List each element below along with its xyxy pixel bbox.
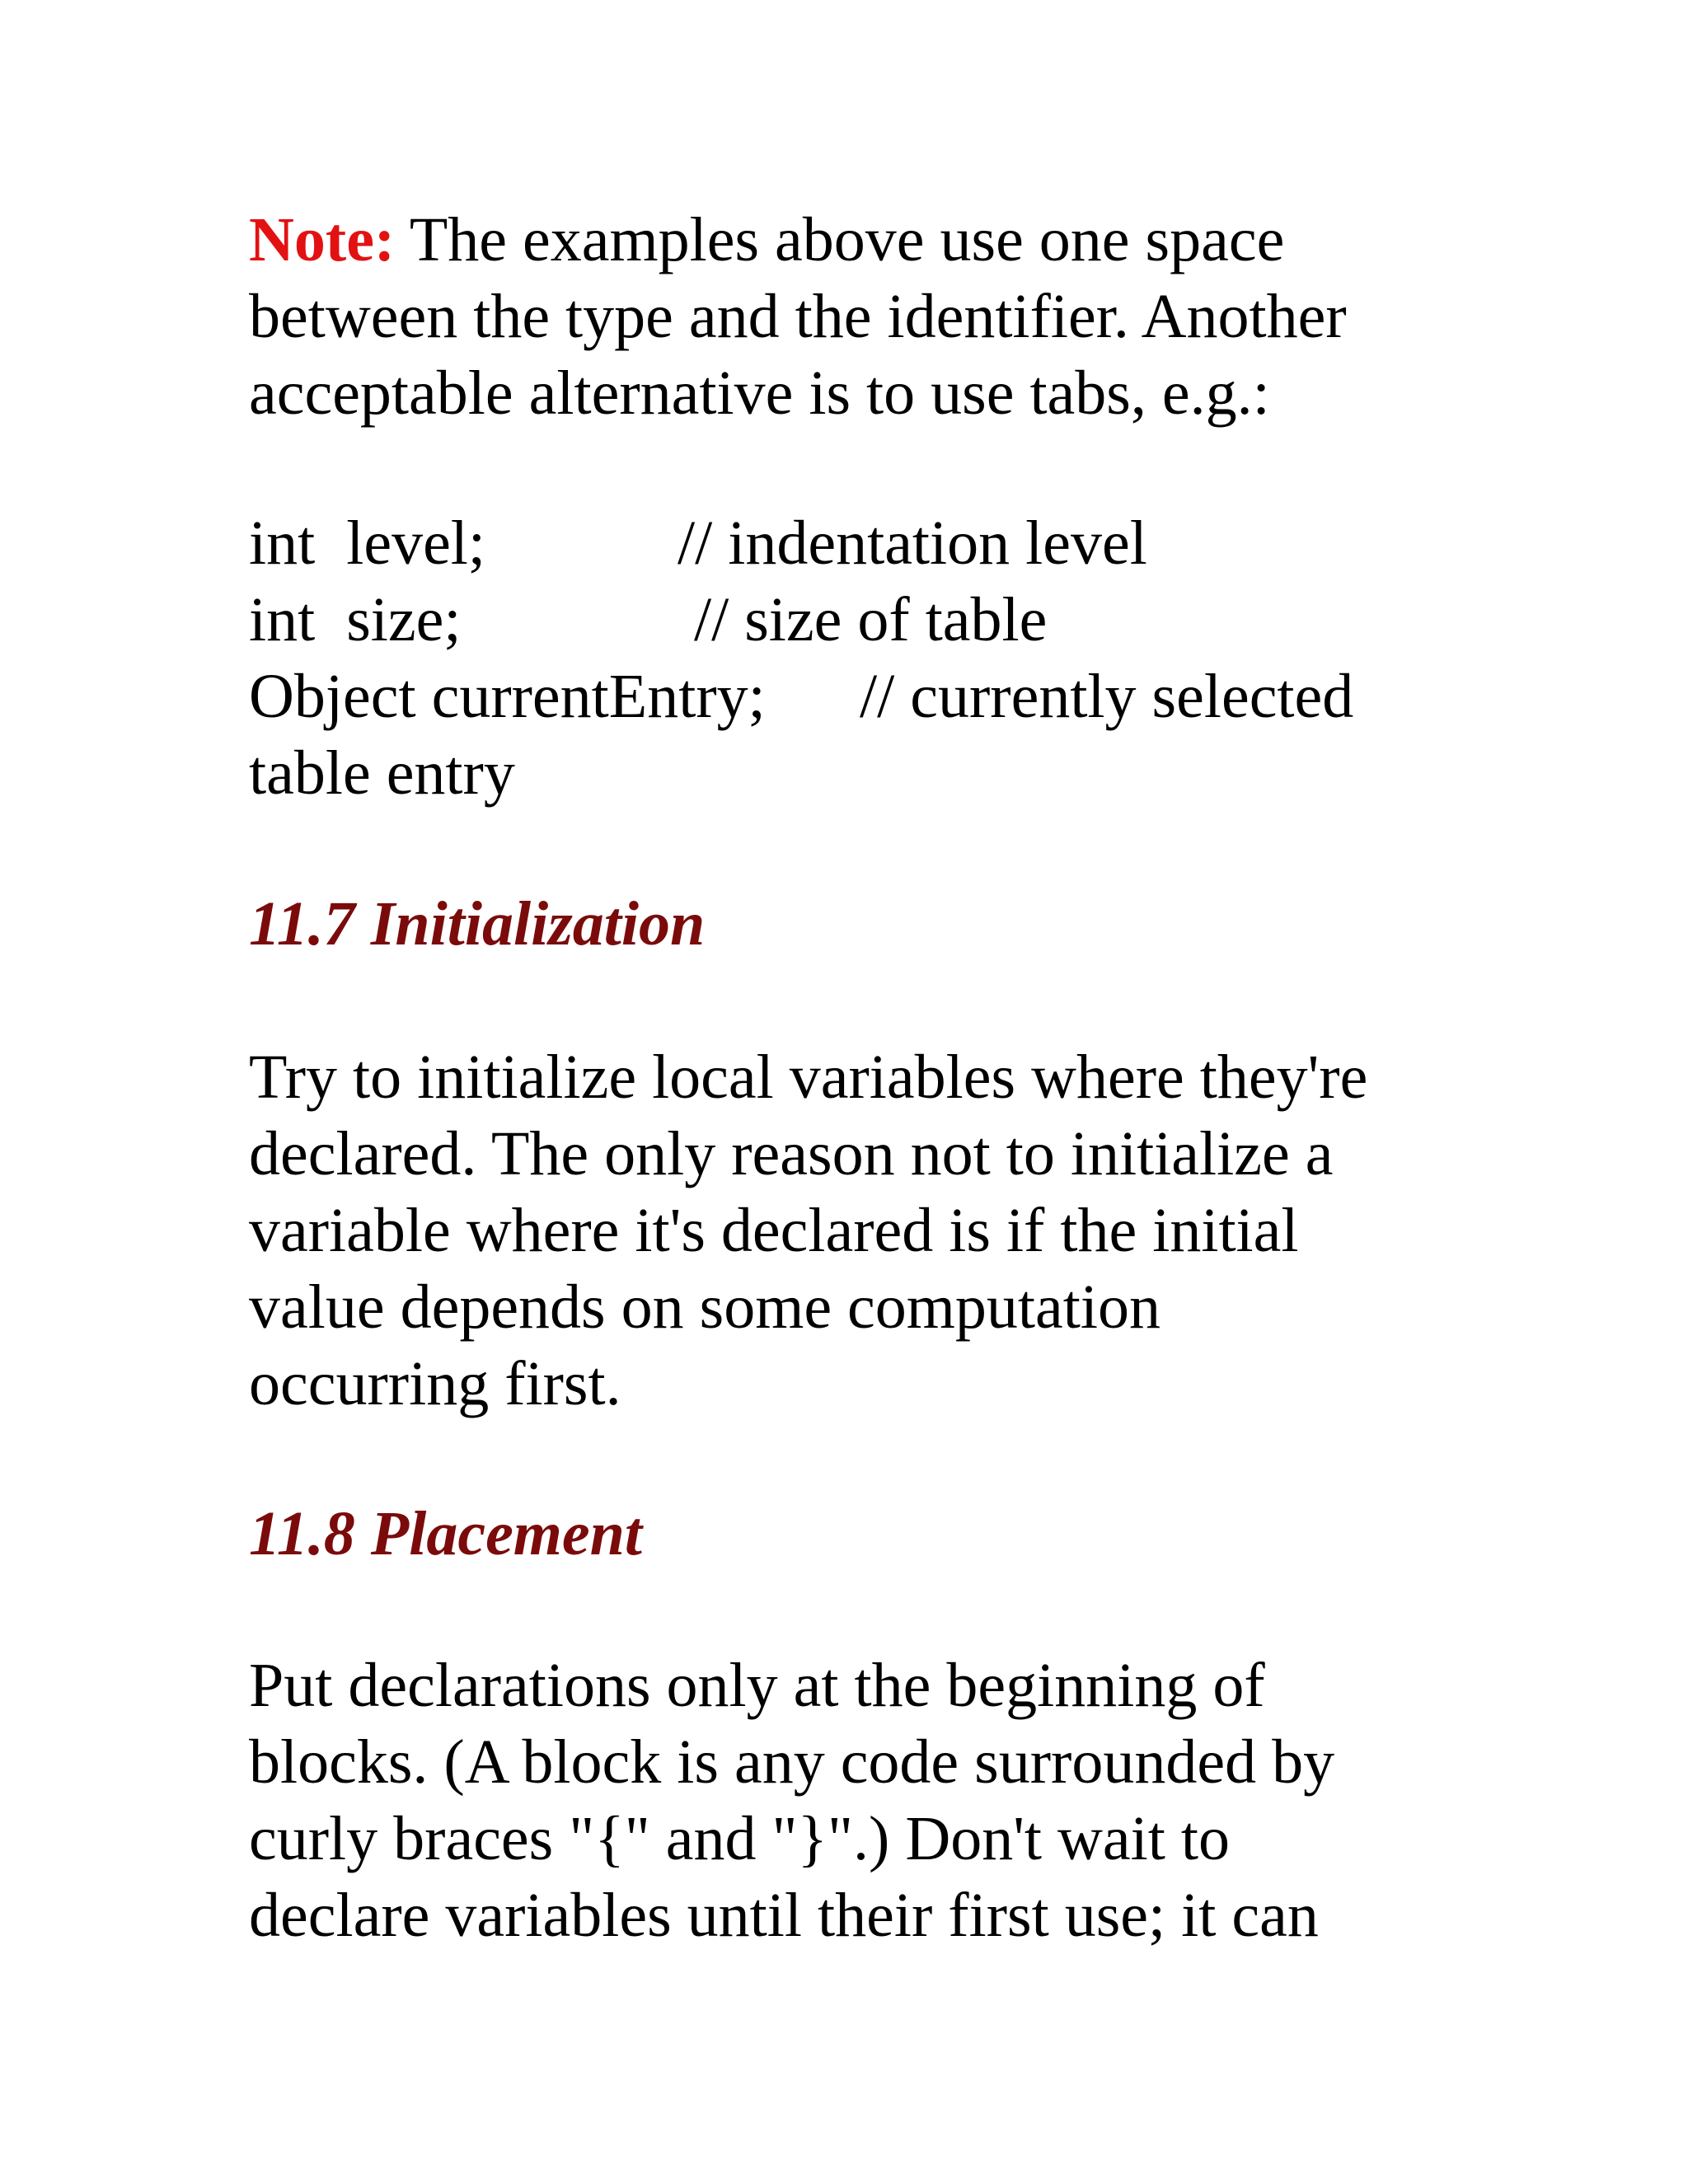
note-text-1: The examples above use one space bbox=[395, 205, 1285, 274]
section-11-7-line-4: value depends on some computation bbox=[249, 1272, 1160, 1342]
code-comment-2: // size of table bbox=[694, 585, 1048, 654]
note-line-1 bbox=[249, 202, 1485, 279]
note-line-3: acceptable alternative is to use tabs, e.g.: bbox=[249, 359, 1270, 428]
code-declaration-1: int level; bbox=[249, 509, 486, 578]
section-11-7-line-2: declared. The only reason not to initialize a bbox=[249, 1119, 1334, 1188]
section-11-8-line-2: blocks. (A block is any code surrounded by bbox=[249, 1727, 1335, 1797]
section-11-7-line-5: occurring first. bbox=[249, 1349, 621, 1418]
note-line-2: between the type and the identifier. Another bbox=[249, 282, 1347, 351]
section-heading-11-7: 11.7 Initialization bbox=[249, 889, 706, 958]
section-11-7-paragraph bbox=[249, 1039, 1485, 1422]
code-declaration-3: Object currentEntry; bbox=[249, 662, 766, 731]
section-11-8-line-3: curly braces "{" and "}".) Don't wait to bbox=[249, 1804, 1230, 1873]
code-comment-3: // currently selected bbox=[860, 662, 1354, 731]
code-comment-1: // indentation level bbox=[678, 509, 1147, 578]
section-heading-11-8: 11.8 Placement bbox=[249, 1499, 643, 1568]
section-11-7-line-1: Try to initialize local variables where they're bbox=[249, 1043, 1368, 1112]
note-label: Note: bbox=[249, 205, 396, 274]
code-declaration-2: int size; bbox=[249, 585, 462, 654]
section-11-8-line-1: Put declarations only at the beginning of bbox=[249, 1651, 1265, 1720]
section-11-8-paragraph bbox=[249, 1647, 1485, 1954]
code-comment-wrap: table entry bbox=[249, 738, 515, 808]
section-11-7-line-3: variable where it's declared is if the initial bbox=[249, 1196, 1299, 1265]
section-11-8-line-4: declare variables until their first use; it can bbox=[249, 1881, 1319, 1950]
note-paragraph bbox=[249, 202, 1485, 432]
